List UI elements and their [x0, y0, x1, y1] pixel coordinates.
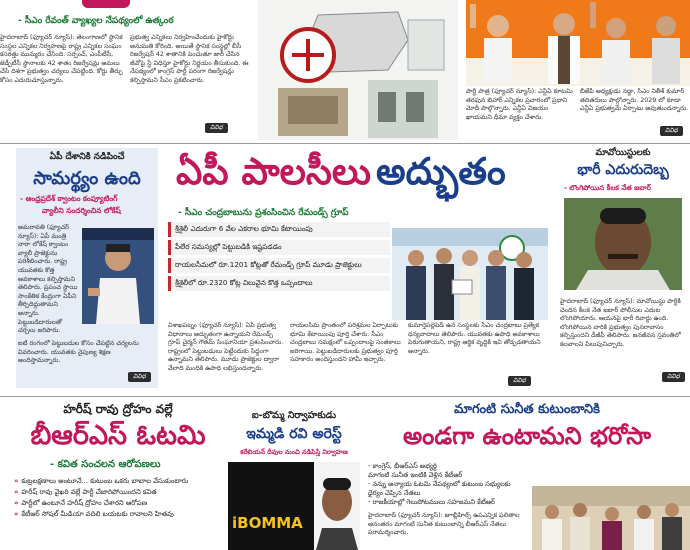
left-story-read-more[interactable]: వివిధ [128, 372, 151, 382]
arrested-man-photo [314, 462, 360, 550]
left-story-kicker: ఏపీ దేశానికి నడిపించే [49, 152, 125, 162]
center-read-more[interactable]: వివిధ [508, 376, 531, 386]
center-lead-story [168, 148, 550, 388]
center-headline-part-2: అద్భుతం [375, 150, 506, 193]
divider-top [0, 143, 690, 144]
top-left-body-2: ప్రభుత్వ ఎన్నికలు నిర్వహించేందుకు హైకోర్టు అనుమతి కోరింది. అయితే స్థానిక సంస్థల్లో బీసీ రిజర్వేషన్ 42 శాతానికి పెంచుతూ జారీ చేసిన జీవోపై స్టే విధిస్తూ హైకోర్టు నిర్ణయం తీసుకుంది. ఈ నేపథ్యంలో కాంగ్రెస్ పార్టీ పరంగా రిజర్వేషన్లు కల్పిస్తామని సీఎం ప్రకటించారు. [130, 34, 249, 84]
ibomma-logo-text: iBOMMA [232, 514, 303, 532]
rally-photo [466, 0, 690, 86]
visit-photo [532, 486, 690, 550]
bullet-point: » కుట్రలక్షణాలు అంటూనే... కుటుంబ ఒకరు బాబాల వేసుకుంటారు [14, 476, 222, 487]
right-story [556, 148, 690, 388]
statement-line: - రాజకీయాల్లో గెలుపోటములు సహజమని కేటీఆర్ [368, 498, 495, 506]
ibomma-logo-panel [228, 462, 314, 550]
center-point: పీలేర సమస్యల్లో పెట్టుబడికి ఇష్టపడడం [168, 240, 390, 255]
bottom-left-subheadline: - కవిత సంచలన ఆరోపణలు [50, 459, 161, 470]
statement-line: - నన్ను అన్యాయ ఓటమి నేపథ్యంలో కుటుంబ సభ్యులకు [368, 480, 511, 488]
bottom-left-story [14, 402, 222, 550]
maoist-leader-photo [564, 198, 682, 290]
center-subheadline: - సీఎం చంద్రబాబును ప్రశంసించిన రేమండ్స్ గ్రూప్ [178, 208, 349, 218]
right-story-subheadline: - లొంగిపోయిన కీలక నేత జబార్ [564, 184, 651, 192]
election-symbol-photo [258, 0, 458, 140]
top-right-body-2: బీజేపీ అధ్యక్షుడు నడ్డా, సీఎం నితీశ్ కుమార్ తదితరులు పాల్గొన్నారు. 2029 లో కూడా ఎన్డీఏ ప్రభుత్వమే ఏర్పాటు అవుతుందన్నారు. [580, 88, 689, 113]
center-headline [176, 150, 546, 206]
left-story [16, 148, 158, 388]
bottom-right-kicker: మాగంటి సునీత కుటుంబానికి [454, 402, 600, 417]
bottom-mid-story [228, 410, 360, 550]
right-story-read-more[interactable]: వివిధ [662, 372, 685, 382]
left-story-sub-2: వ్యాలీని సందర్శించిన లోకేష్ [42, 206, 121, 215]
center-body-1: విశాఖపట్నం (ఫ్యూచర్ న్యూస్): ఏపీ ప్రభుత్వ విధానాలు అద్భుతంగా ఉన్నాయని రేమండ్స్ గ్రూప్ చైర్మన్ గౌతమ్ సింఘానియా ప్రశంసించారు. రాష్ట్రంలో పెట్టుబడులు పెట్టేందుకు సిద్ధంగా ఉన్నామని తెలిపారు. మూడు ప్రాజెక్టుల ద్వారా వేలాది మందికి ఉపాధి లభిస్తుందన్నారు. [168, 322, 284, 372]
center-point: శ్రీశైలీ ఎదురుగా 6 వేల ఎకరాల భూమి కేటాయింపు [168, 222, 390, 237]
bullet-point: » కేటీఆర్ సోషల్ మీడియా వదిలి బయటకు రావాలని హితవు [14, 509, 222, 520]
bottom-left-points [14, 476, 222, 520]
top-left-story [0, 0, 258, 143]
top-left-subheadline: - సీఎం రేవంత్ వ్యాఖ్యల నేపథ్యంలో ఉత్కంఠ [18, 16, 174, 26]
center-body-2: రాయలసీమ ప్రాంతంలో పరిశ్రమల ఏర్పాటుకు భూమి కేటాయింపు పూర్తి చేశారు. సీఎం చంద్రబాబు సమక్షంలో ఒప్పందాలపై సంతకాలు జరిగాయి. పెట్టుబడిదారులకు ప్రభుత్వం పూర్తి సహకారం అందిస్తుందని హామీ ఇచ్చారు. [290, 322, 401, 364]
bottom-left-headline: బీఆర్ఎస్ ఓటమి [30, 420, 206, 451]
center-headline-part-1: ఏపీ పాలసీలు [176, 150, 371, 193]
left-story-headline: సామర్థ్యం ఉంది [33, 168, 141, 189]
top-left-body-1: హైదరాబాద్ (ఫ్యూచర్ న్యూస్): తెలంగాణలో స్థానిక సంస్థల ఎన్నికల నిర్వహణపై రాష్ట్ర ఎన్నికల సంఘం కసరత్తు ముమ్మరం చేసింది. సర్పంచ్, ఎంపీటీసీ, జెడ్పీటీసీ స్థానాలకు 42 శాతం రిజర్వేషన్లు అమలు చేసే దిశగా ప్రభుత్వం చర్యలు చేపట్టింది. కోర్టు తీర్పు కోసం ఎదురుచూస్తున్నారు. [0, 34, 123, 84]
bullet-point: » పార్టీలో ఉంటూనే హరీష్ ద్రోహం చేశారని ఆరోపణ [14, 498, 222, 509]
cm-meeting-photo [392, 228, 548, 320]
top-headline-fragment [82, 0, 130, 8]
top-right-read-more[interactable]: వివిధ [660, 126, 683, 136]
top-left-read-more[interactable]: వివిధ [205, 123, 228, 133]
right-story-body: హైదరాబాద్ (ఫ్యూచర్ న్యూస్): మావోయిస్టు పార్టీకి చెందిన కీలక నేత జబార్ పోలీసుల ఎదుట లొంగిపోయారు. ఆయనపై భారీ రివార్డు ఉంది. లొంగిపోయిన వారికి ప్రభుత్వం పునరావాసం కల్పిస్తుందని డీజీపీ తెలిపారు. జనజీవన స్రవంతిలో కలవాలని పిలుపునిచ్చారు. [560, 298, 681, 348]
left-story-body-1: అమరావతి (ఫ్యూచర్ న్యూస్): ఏపీ మంత్రి నారా లోకేష్ క్వాంటం వ్యాలీ ప్రాజెక్టును పరిశీలించారు. రాష్ట్ర యువతకు కొత్త అవకాశాలు కల్పిస్తామని తెలిపారు. ప్రపంచ స్థాయి సాంకేతిక కేంద్రంగా ఏపీని తీర్చిదిద్దుతామని అన్నారు. పెట్టుబడిదారులతో చర్చలు జరిపారు. [18, 224, 78, 335]
left-story-sub-1: - ఆంధ్రప్రదేశ్ క్వాంటం కంప్యూటింగ్ [20, 194, 118, 203]
bottom-right-body: హైదరాబాద్ (ఫ్యూచర్ న్యూస్): జూబ్లీహిల్స్ ఉపఎన్నిక ఫలితాల అనంతరం మాగంటి సునీత కుటుంబాన్ని బీఆర్ఎస్ నేతలు పరామర్శించారు. [368, 512, 520, 537]
bullet-point: » హరీష్ రావు వైఖరి వల్లే పార్టీ చేజారిపోయిందని కవిత [14, 487, 222, 498]
lokesh-photo [82, 228, 154, 324]
bottom-left-kicker: హరీష్ రావు ద్రోహం వల్లే [63, 402, 173, 416]
center-body-3: కుమార్తెపల్లెపెడ్ ఉన సంస్థలకు సీఎం చంద్రబాబు ప్రత్యేక ధన్యవాదాలు తెలిపారు. యువతకు ఉపాధి అవకాశాలు పెరుగుతాయని, రాష్ట్ర ఆర్థిక వృద్ధికి ఇవి తోడ్పడతాయని అన్నారు. [408, 322, 541, 355]
divider-middle [0, 396, 690, 397]
center-point: శ్రీశైలీలో రూ.2320 కోట్ల విలువైన కొత్త ఒప్పందాలు [168, 276, 390, 291]
statement-line: - కాంగ్రెస్, బీఆర్ఎస్ అభ్యర్థి [368, 462, 437, 470]
bottom-mid-subheadline: కరేబియన్ దీవుల నుంచి నడిపిస్తే నిర్వాహణ [240, 448, 348, 456]
bottom-right-statements [368, 462, 528, 507]
top-right-body-1: పార్టీ పాత్ర (ఫ్యూచర్ న్యూస్): ఎన్డీఏ కూటమి తరఫున బిహార్ ఎన్నికల ప్రచారంలో ప్రధాని మోదీ పాల్గొన్నారు. ఎన్డీఏ విజయం ఖాయమని ధీమా వ్యక్తం చేశారు. [466, 88, 573, 121]
right-story-kicker: మావోయిస్టులకు [595, 148, 651, 158]
bottom-right-headline: అండగా ఉంటామని భరోసా [402, 422, 652, 450]
center-point: రాయలసీమలో రూ.1201 కోట్లతో రేమండ్స్ గ్రూప్ మూడు ప్రాజెక్టులు [168, 258, 390, 273]
bottom-mid-kicker: ఐ-బొమ్మ నిర్వాహకుడు [251, 410, 337, 421]
statement-line: మాగంటి సునీత ఇంటికి వెళ్లిన కేటీఆర్ [368, 471, 463, 479]
left-story-body-2: ఐటీ రంగంలో పెట్టుబడుల కోసం చేపట్టిన చర్యలను వివరించారు. యువతకు నైపుణ్య శిక్షణ అందిస్తామన్నారు. [18, 340, 139, 365]
center-points [168, 222, 390, 294]
right-story-headline: భారీ ఎదురుదెబ్బ [577, 162, 669, 178]
bottom-mid-headline: ఇమ్మడి రవి అరెస్ట్ [246, 426, 342, 442]
statement-line: ధైర్యం చెప్పిన నేతలు [368, 489, 421, 497]
bottom-right-story [364, 402, 690, 550]
